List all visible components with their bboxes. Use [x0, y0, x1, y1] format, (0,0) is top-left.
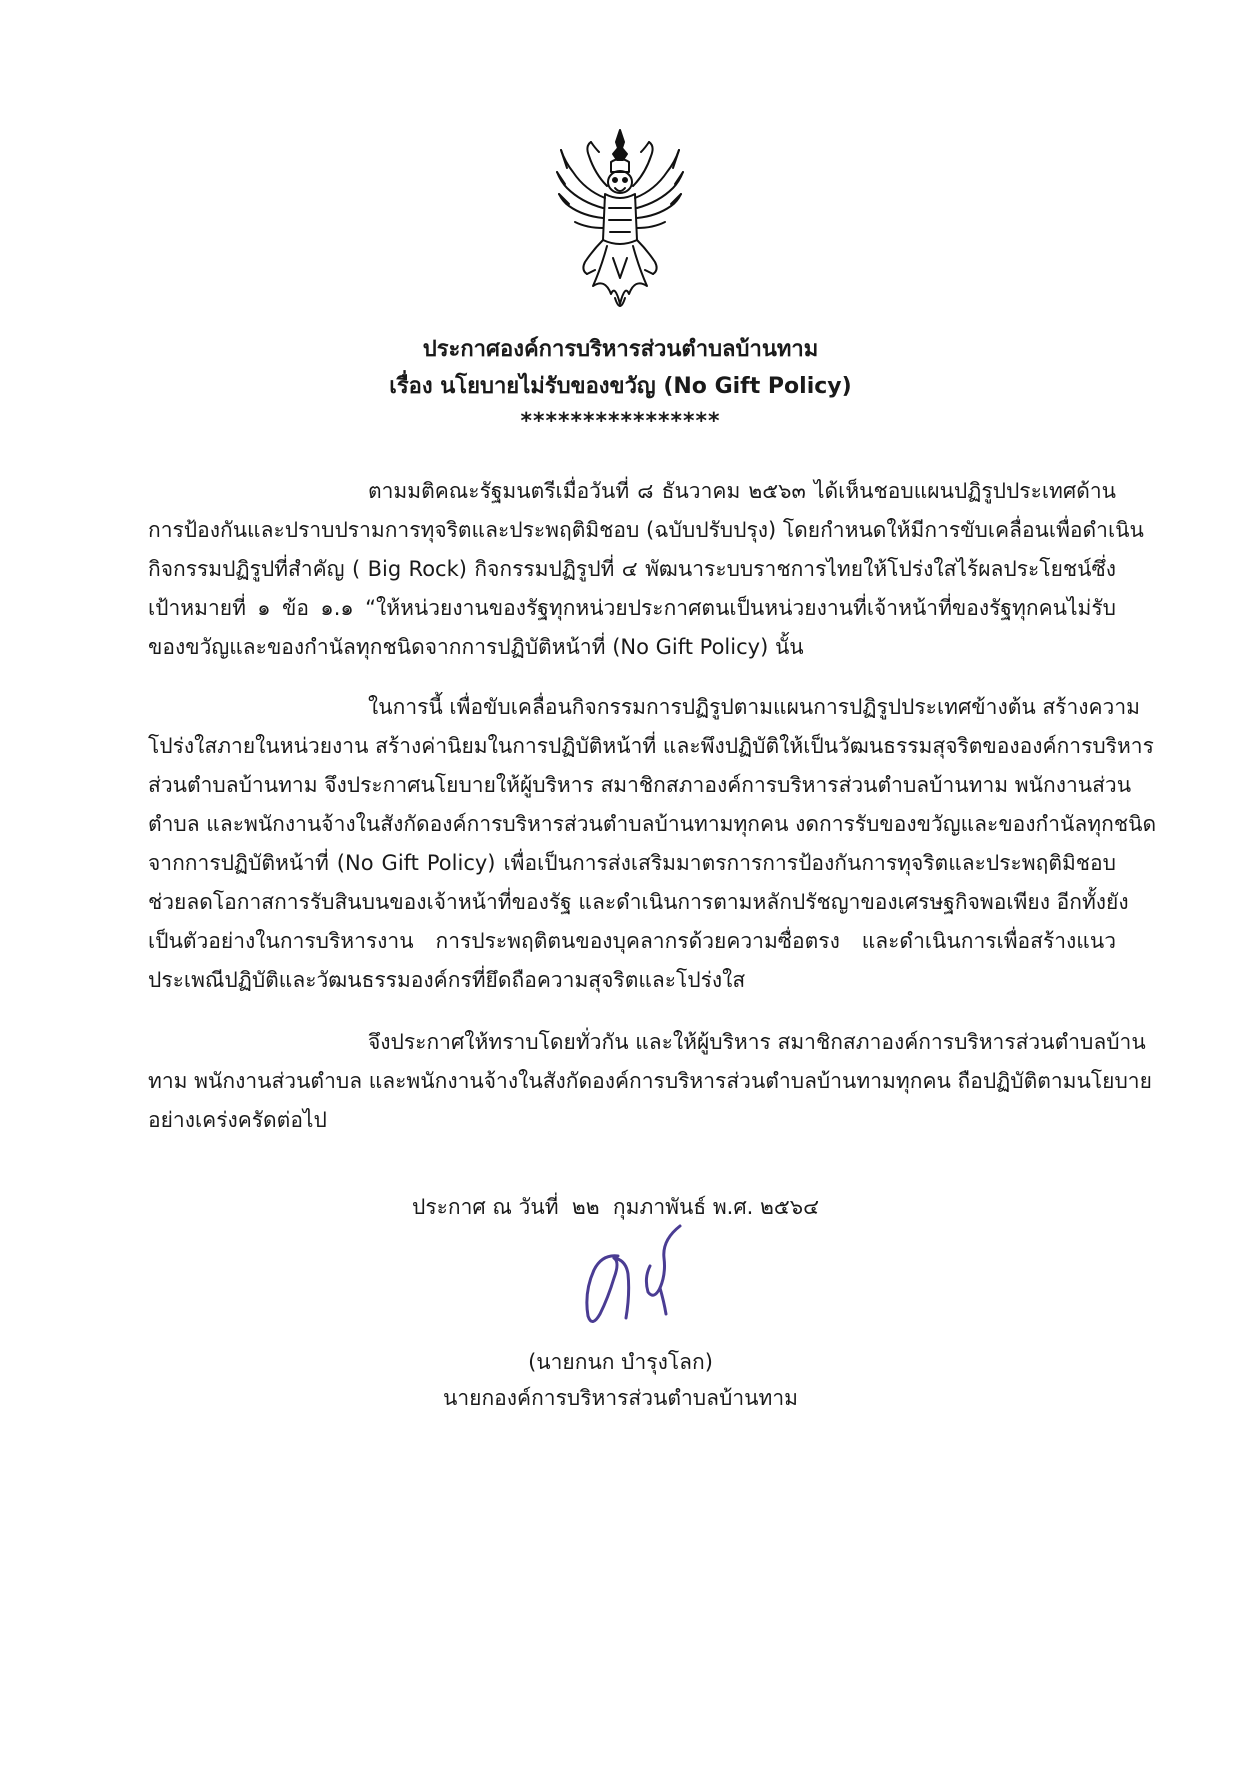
- signatory-name: (นายกนก บำรุงโลก): [528, 1350, 713, 1374]
- body-line: อย่างเคร่งครัดต่อไป: [148, 1108, 327, 1132]
- signatory-position: นายกองค์การบริหารส่วนตำบลบ้านทาม: [443, 1386, 798, 1410]
- body-line: เป็นตัวอย่างในการบริหารงาน การประพฤติตนของบุคลากรด้วยความซื่อตรง และดำเนินการเพื่อสร้างแนว: [148, 929, 1116, 953]
- body-line: การป้องกันและปราบปรามการทุจริตและประพฤติมิชอบ (ฉบับปรับปรุง) โดยกำหนดให้มีการขับเคลื่อนเพื่อดำเนิน: [148, 518, 1144, 542]
- body-line: จากการปฏิบัติหน้าที่ (No Gift Policy) เพื่อเป็นการส่งเสริมมาตรการการป้องกันการทุจริตและประพฤติมิชอบ: [148, 851, 1116, 875]
- body-line: ประเพณีปฏิบัติและวัฒนธรรมองค์กรที่ยึดถือความสุจริตและโปร่งใส: [148, 968, 746, 992]
- body-line: ส่วนตำบลบ้านทาม จึงประกาศนโยบายให้ผู้บริหาร สมาชิกสภาองค์การบริหารส่วนตำบลบ้านทาม พนักงานส่วน: [148, 773, 1132, 797]
- body-line: ช่วยลดโอกาสการรับสินบนของเจ้าหน้าที่ของรัฐ และดำเนินการตามหลักปรัชญาของเศรษฐกิจพอเพียง อีกทั้งยัง: [148, 890, 1129, 914]
- handwritten-signature-icon: [568, 1218, 708, 1336]
- separator-stars: ****************: [520, 409, 721, 434]
- body-line: ทาม พนักงานส่วนตำบล และพนักงานจ้างในสังกัดองค์การบริหารส่วนตำบลบ้านทามทุกคน ถือปฏิบัติตามนโยบาย: [148, 1069, 1152, 1093]
- body-line: เป้าหมายที่ ๑ ข้อ ๑.๑ “ให้หน่วยงานของรัฐทุกหน่วยประกาศตนเป็นหน่วยงานที่เจ้าหน้าที่ของรัฐทุกคนไม่รับ: [148, 596, 1116, 620]
- body-line: ของขวัญและของกำนัลทุกชนิดจากการปฏิบัติหน้าที่ (No Gift Policy) นั้น: [148, 635, 804, 659]
- garuda-emblem-icon: [555, 128, 685, 318]
- body-line: กิจกรรมปฏิรูปที่สำคัญ ( Big Rock) กิจกรรมปฏิรูปที่ ๔ พัฒนาระบบราชการไทยให้โปร่งใสไร้ผลประโยชน์ซึ่ง: [148, 557, 1116, 581]
- body-line: โปร่งใสภายในหน่วยงาน สร้างค่านิยมในการปฏิบัติหน้าที่ และพึงปฏิบัติให้เป็นวัฒนธรรมสุจริตขององค์การบริหาร: [148, 734, 1154, 758]
- announcement-date: ประกาศ ณ วันที่ ๒๒ กุมภาพันธ์ พ.ศ. ๒๕๖๔: [412, 1195, 819, 1219]
- body-line: ในการนี้ เพื่อขับเคลื่อนกิจกรรมการปฏิรูปตามแผนการปฏิรูปประเทศข้างต้น สร้างความ: [368, 695, 1140, 719]
- body-line: จึงประกาศให้ทราบโดยทั่วกัน และให้ผู้บริหาร สมาชิกสภาองค์การบริหารส่วนตำบลบ้าน: [368, 1030, 1146, 1054]
- body-line: ตำบล และพนักงานจ้างในสังกัดองค์การบริหารส่วนตำบลบ้านทามทุกคน งดการรับของขวัญและของกำนัลทุกชนิด: [148, 812, 1157, 836]
- body-line: ตามมติคณะรัฐมนตรีเมื่อวันที่ ๘ ธันวาคม ๒๕๖๓ ได้เห็นชอบแผนปฏิรูปประเทศด้าน: [368, 479, 1116, 503]
- announcement-title: ประกาศองค์การบริหารส่วนตำบลบ้านทาม: [422, 337, 819, 362]
- announcement-subject: เรื่อง นโยบายไม่รับของขวัญ (No Gift Policy): [389, 374, 852, 399]
